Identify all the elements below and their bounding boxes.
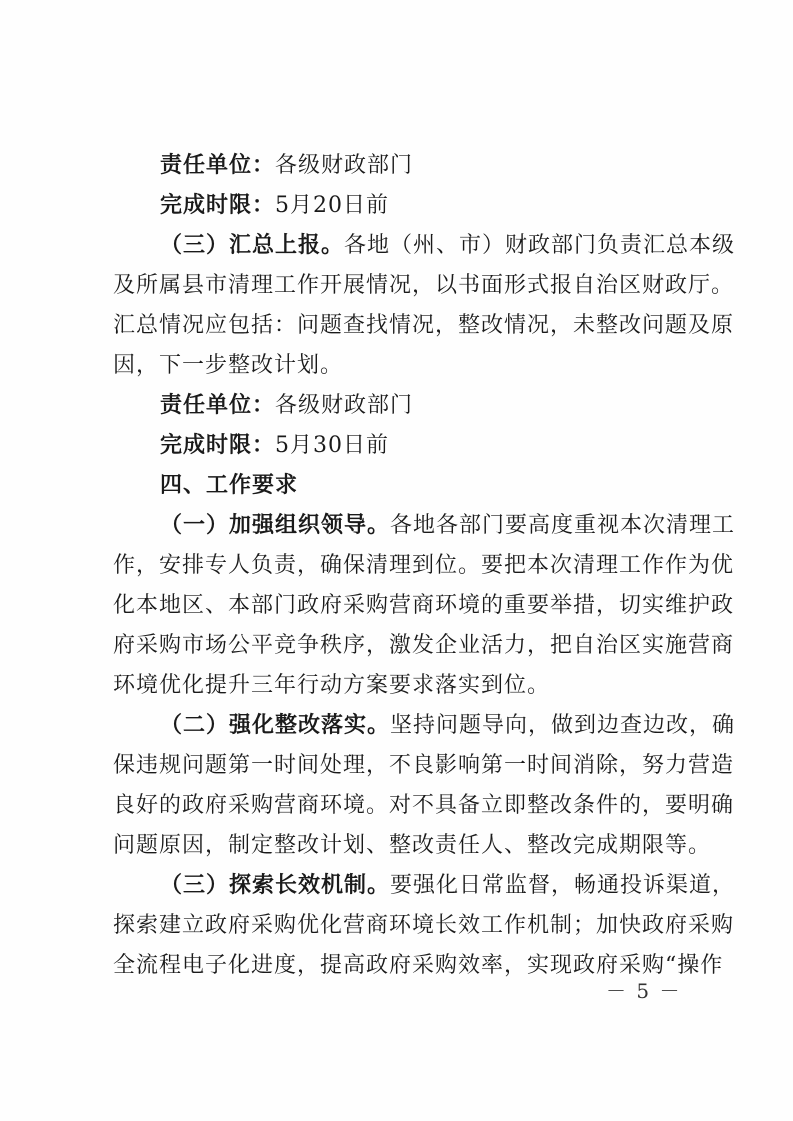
requirement-1-heading: （一）加强组织领导。 [160, 513, 391, 538]
responsible-unit-value: 各级财政部门 [275, 393, 414, 418]
requirement-2-line-4: 问题原因，制定整改计划、整改责任人、整改完成期限等。 [113, 833, 712, 858]
requirement-3-line-3: 全流程电子化进度，提高政府采购效率，实现政府采购“操作 [113, 953, 724, 978]
section-title: 四、工作要求 [160, 473, 299, 498]
deadline-value: 5月30日前 [275, 433, 390, 458]
deadline-line-2 [160, 427, 693, 465]
requirement-1-text: 各地各部门要高度重视本次清理工 [390, 513, 736, 538]
requirement-2-line-2: 保违规问题第一时间处理，不良影响第一时间消除，努力营造 [113, 753, 735, 778]
deadline-label: 完成时限： [160, 433, 276, 458]
requirement-3-line-2: 探索建立政府采购优化营商环境长效工作机制；加快政府采购 [113, 913, 735, 938]
report-paragraph-line-4: 因，下一步整改计划。 [113, 353, 344, 378]
deadline-line-1 [160, 187, 693, 225]
report-heading: （三）汇总上报。 [160, 233, 345, 258]
requirement-1-line-2: 作，安排专人负责，确保清理到位。要把本次清理工作作为优 [113, 553, 735, 578]
report-paragraph-line-3: 汇总情况应包括：问题查找情况，整改情况，未整改问题及原 [113, 313, 735, 338]
requirement-2-text: 坚持问题导向，做到边查边改，确 [390, 713, 736, 738]
report-text: 各地（州、市）财政部门负责汇总本级 [344, 233, 736, 258]
responsible-unit-value: 各级财政部门 [275, 153, 414, 178]
report-paragraph-line-2: 及所属县市清理工作开展情况，以书面形式报自治区财政厅。 [113, 273, 735, 298]
requirement-1-line-1 [160, 507, 736, 545]
responsible-unit-line-1 [160, 147, 693, 185]
requirement-1-line-3: 化本地区、本部门政府采购营商环境的重要举措，切实维护政 [113, 593, 735, 618]
deadline-label: 完成时限： [160, 193, 276, 218]
requirement-1-line-5: 环境优化提升三年行动方案要求落实到位。 [113, 673, 551, 698]
page-number: － 5 － [606, 979, 682, 1003]
deadline-value: 5月20日前 [275, 193, 390, 218]
requirement-3-heading: （三）探索长效机制。 [160, 873, 391, 898]
responsible-unit-label: 责任单位： [160, 393, 276, 418]
responsible-unit-line-2 [160, 387, 693, 425]
report-paragraph-line-1 [160, 227, 736, 265]
requirement-2-heading: （二）强化整改落实。 [160, 713, 391, 738]
responsible-unit-label: 责任单位： [160, 153, 276, 178]
requirement-3-line-1 [160, 867, 736, 905]
requirement-2-line-3: 良好的政府采购营商环境。对不具备立即整改条件的，要明确 [113, 793, 735, 818]
requirement-3-text: 要强化日常监督，畅通投诉渠道， [390, 873, 736, 898]
requirement-1-line-4: 府采购市场公平竞争秩序，激发企业活力，把自治区实施营商 [113, 633, 735, 658]
requirement-2-line-1 [160, 707, 736, 745]
